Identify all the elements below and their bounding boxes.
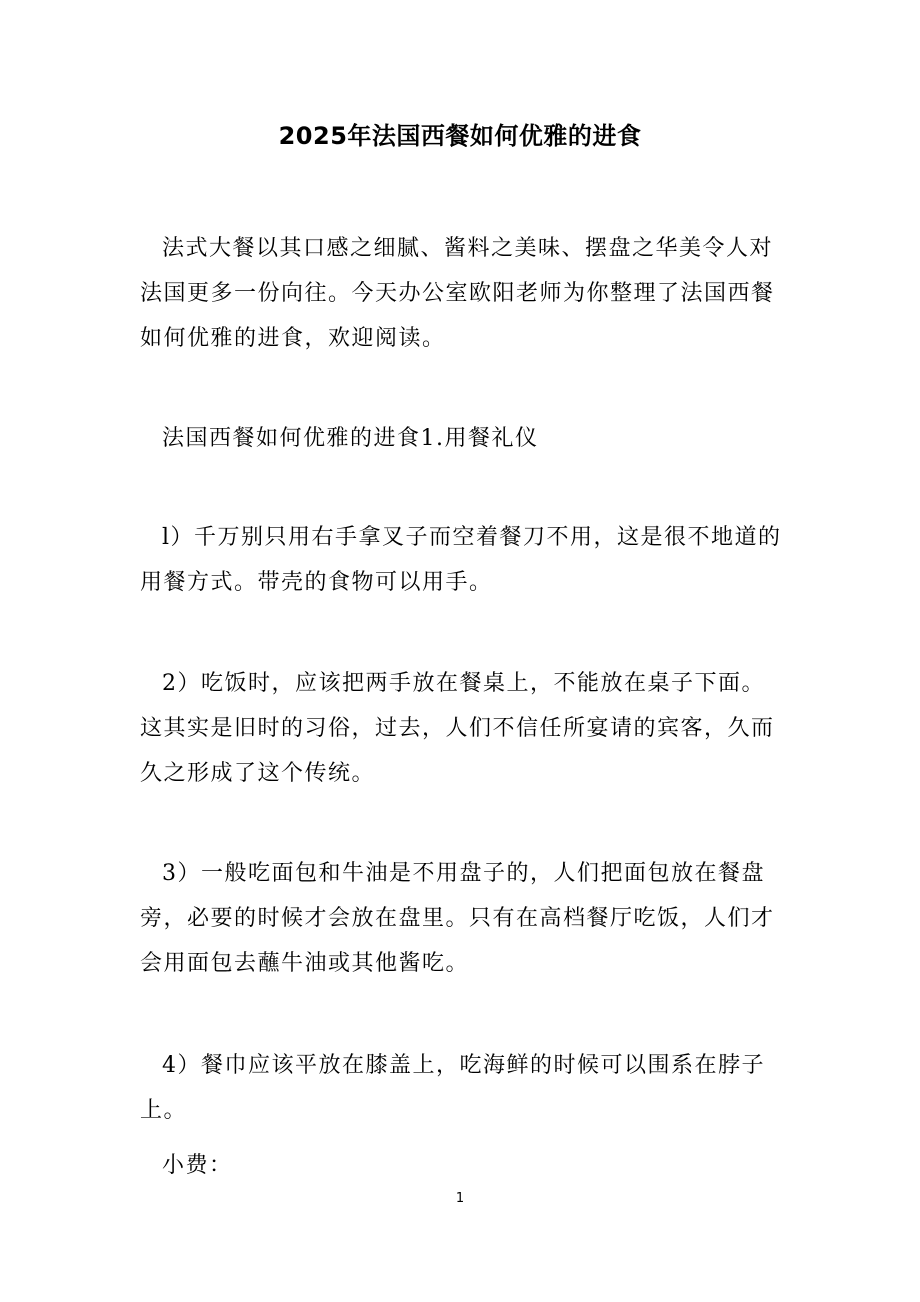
paragraph-section-heading: 法国西餐如何优雅的进食1.用餐礼仪 xyxy=(162,426,539,451)
paragraph-item-4: 4）餐巾应该平放在膝盖上，吃海鲜的时候可以围系在脖子上。 xyxy=(140,1053,765,1123)
paragraph-item-1: l）千万别只用右手拿叉子而空着餐刀不用，这是很不地道的用餐方式。带壳的食物可以用手。 xyxy=(140,525,782,595)
paragraph-item-2: 2）吃饭时，应该把两手放在餐桌上，不能放在桌子下面。这其实是旧时的习俗，过去，人们不信任所宴请的宾客，久而久之形成了这个传统。 xyxy=(140,671,775,786)
document-title: 2025年法国西餐如何优雅的进食 xyxy=(278,122,642,150)
paragraph-tips-heading: 小费： xyxy=(162,1153,233,1178)
paragraph-intro: 法式大餐以其口感之细腻、酱料之美味、摆盘之华美令人对法国更多一份向往。今天办公室欧阳老师为你整理了法国西餐如何优雅的进食，欢迎阅读。 xyxy=(140,236,775,351)
paragraph-item-3: 3）一般吃面包和牛油是不用盘子的，人们把面包放在餐盘旁，必要的时候才会放在盘里。只有在高档餐厅吃饭，人们才会用面包去蘸牛油或其他酱吃。 xyxy=(140,861,775,976)
page-number: 1 xyxy=(455,1191,465,1206)
